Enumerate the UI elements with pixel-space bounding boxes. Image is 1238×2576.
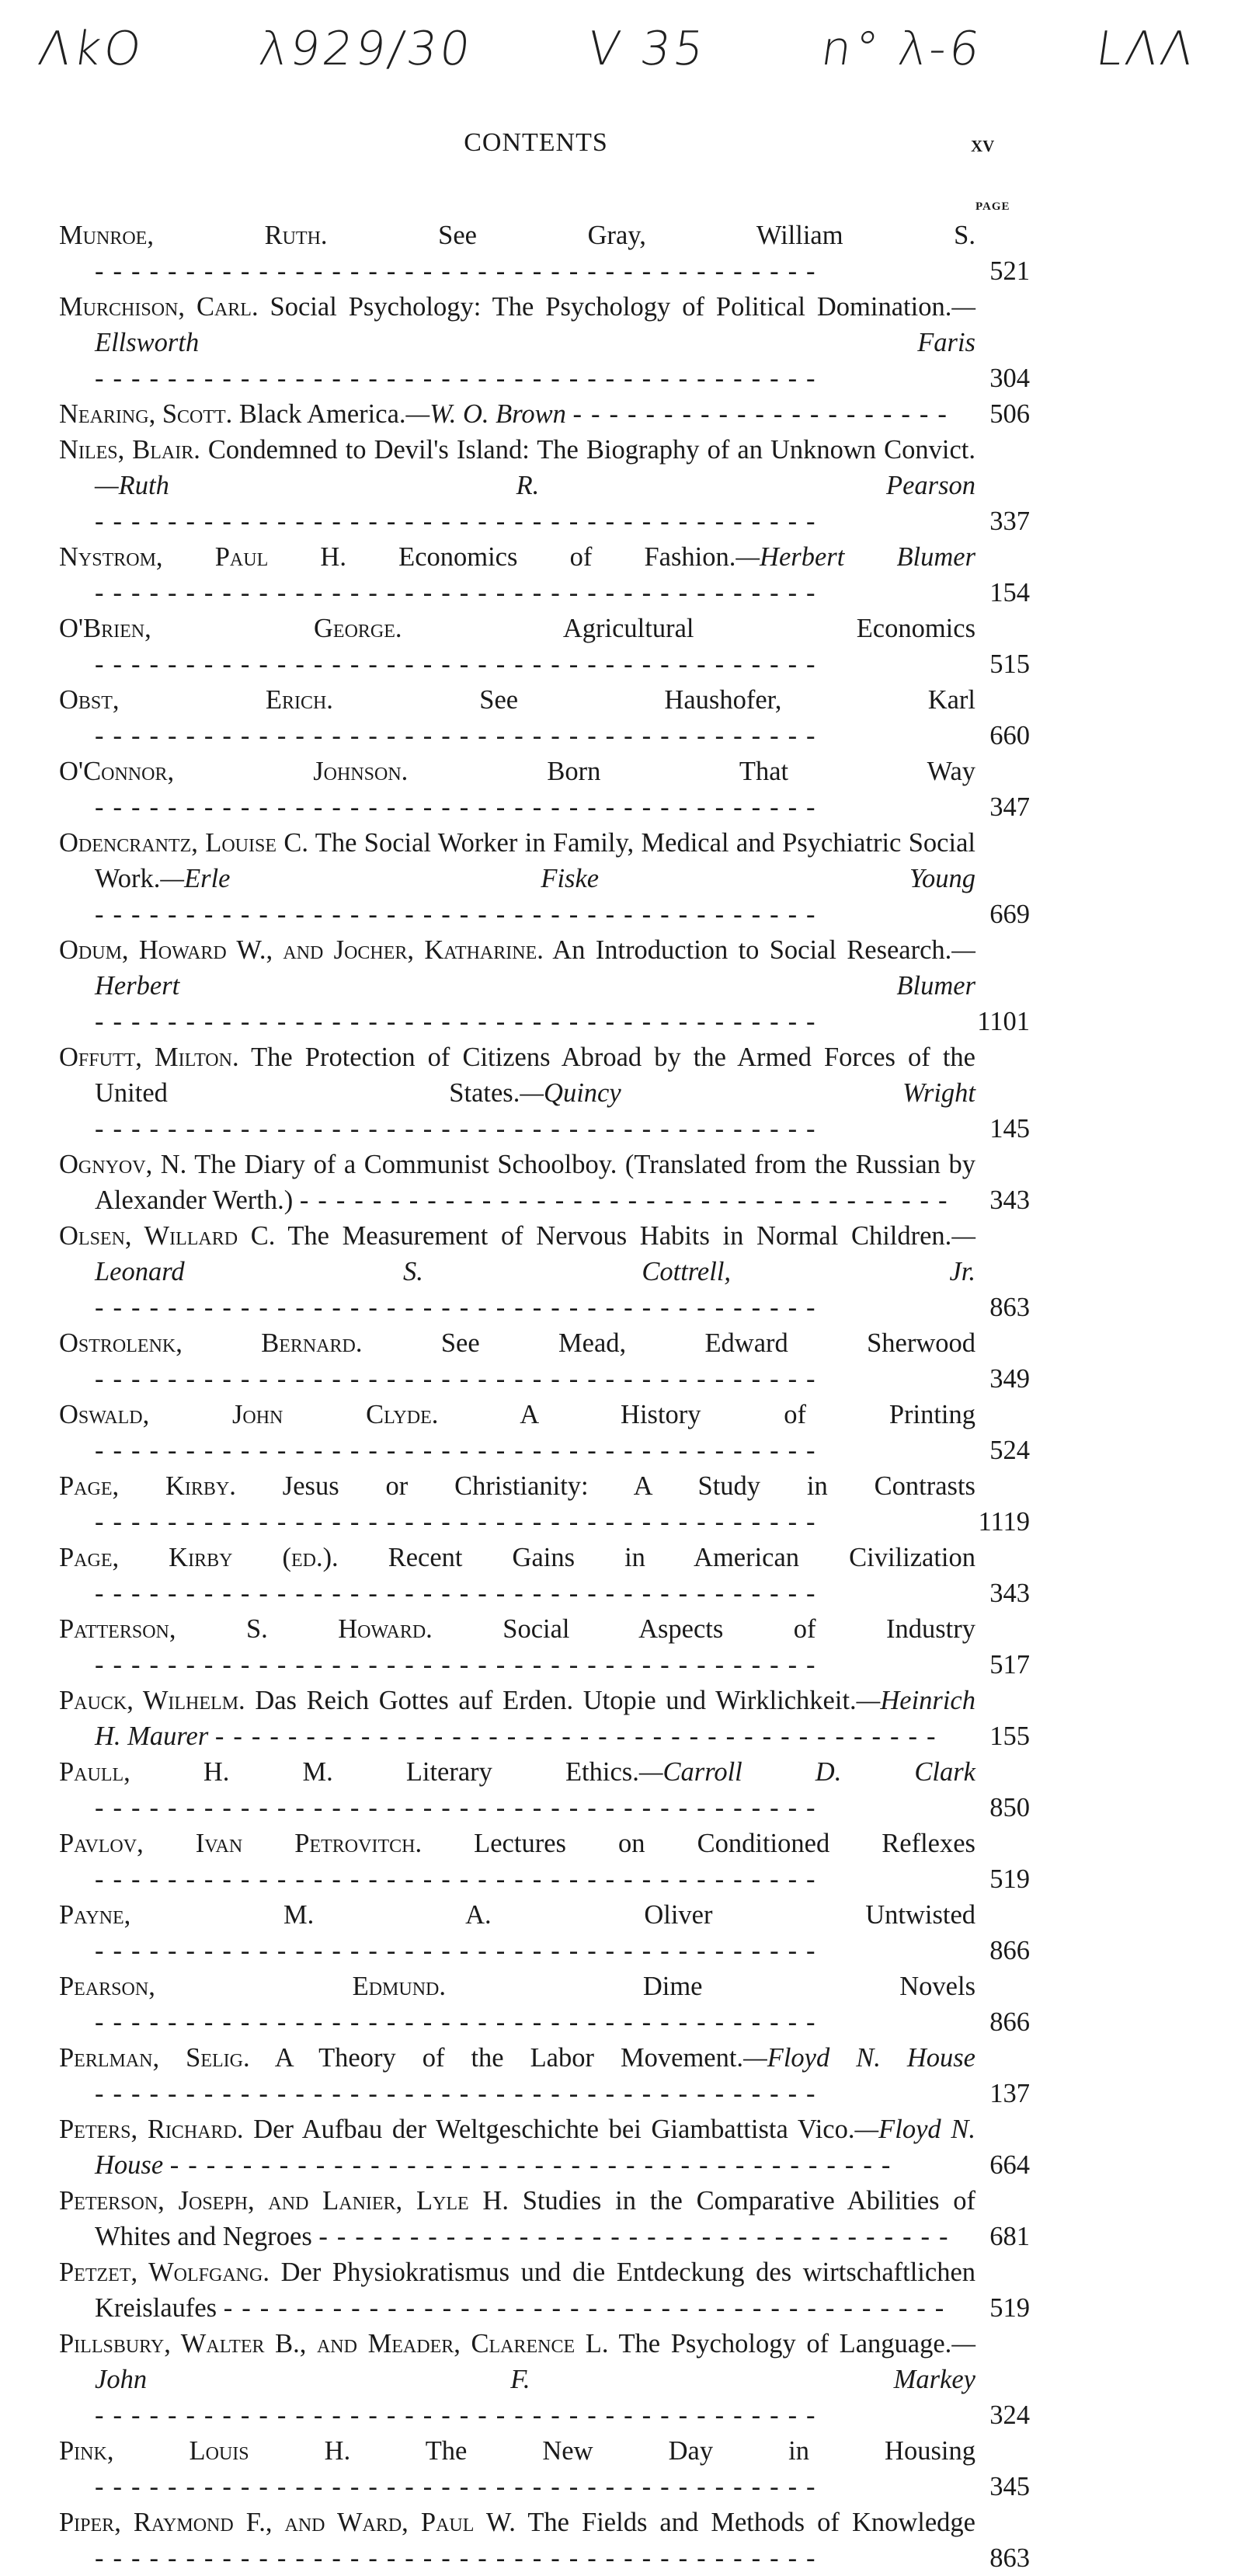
entry-title: Social Psychology: The Psychology of Political Domination. [270, 292, 952, 322]
entry-title: Jesus or Christianity: A Study in Contrasts [282, 1471, 975, 1501]
handwritten-mark: λ929/30 [255, 22, 477, 76]
entry-author: Murchison, Carl. [59, 292, 259, 322]
entry-title: Social Aspects of Industry [503, 1614, 975, 1644]
entry-author: O'Connor, Johnson. [59, 757, 409, 786]
entry-text [59, 2040, 975, 2111]
entry-title: The Psychology of Language. [618, 2329, 952, 2358]
entry-text [59, 1397, 975, 1468]
entry-reviewer: —Erle Fiske Young [160, 864, 975, 893]
entry-page-number: 863 [989, 1293, 1030, 1322]
dot-leaders: ---------------------------------------- [95, 506, 825, 536]
entry-page-number: 669 [989, 900, 1030, 929]
entry-title: The New Day in Housing [425, 2436, 975, 2466]
entry-reviewer: —Quincy Wright [520, 1078, 976, 1108]
dot-leaders: ---------------------------------------- [95, 1650, 825, 1680]
handwritten-mark: ΛkO [35, 22, 148, 76]
entry-page-number: 660 [989, 721, 1030, 750]
dot-leaders: ---------------------------------------- [95, 1507, 825, 1537]
contents-entry [59, 289, 1030, 396]
entry-text [59, 218, 975, 289]
entry-page-number: 524 [989, 1436, 1030, 1465]
running-head [0, 128, 1238, 167]
dot-leaders: ---------------------------------------- [95, 1936, 825, 1965]
dot-leaders: --------------------- [572, 399, 956, 429]
contents-entry [59, 432, 1030, 539]
entry-reviewer: —Ruth R. Pearson [95, 471, 975, 500]
contents-entry [59, 1683, 1030, 1754]
dot-leaders: ------------------------------------ [299, 1185, 957, 1215]
entry-text [59, 1468, 975, 1540]
contents-entry [59, 396, 1030, 432]
entry-text [59, 2254, 975, 2326]
entry-text [59, 2326, 975, 2433]
contents-entry [59, 1218, 1030, 1325]
entry-author: Ostrolenk, Bernard. [59, 1328, 363, 1358]
dot-leaders: ---------------------------------------- [95, 2472, 825, 2501]
contents-entry [59, 1826, 1030, 1897]
entry-reviewer: —John F. Markey [95, 2329, 975, 2394]
page-column-label: PAGE [975, 200, 1010, 213]
handwritten-mark: V 35 [583, 22, 710, 76]
contents-entry [59, 2326, 1030, 2433]
entry-author: Peterson, Joseph, and Lanier, Lyle H. [59, 2186, 509, 2216]
entry-page-number: 866 [989, 1936, 1030, 1965]
contents-entry [59, 1325, 1030, 1397]
contents-entry [59, 539, 1030, 611]
entry-text [59, 2433, 975, 2505]
contents-entry [59, 932, 1030, 1039]
contents-entry [59, 2183, 1030, 2254]
entry-title: A Theory of the Labor Movement. [274, 2043, 744, 2073]
entry-page-number: 519 [989, 1864, 1030, 1894]
entry-text [59, 1969, 975, 2040]
page-number: xv [971, 131, 995, 157]
contents-entry [59, 2111, 1030, 2183]
handwritten-mark: n° λ-6 [817, 22, 986, 76]
dot-leaders: ----------------------------------- [318, 2222, 958, 2251]
dot-leaders: ---------------------------------------- [95, 1436, 825, 1465]
dot-leaders: ---------------------------------------- [95, 578, 825, 607]
contents-entry [59, 2433, 1030, 2505]
entry-page-number: 850 [989, 1793, 1030, 1822]
entry-page-number: 519 [989, 2293, 1030, 2323]
entry-page-number: 1101 [977, 1007, 1030, 1036]
entry-reviewer: —Herbert Blumer [735, 542, 976, 572]
entry-title: A History of Printing [520, 1400, 975, 1429]
entry-text [59, 1218, 975, 1325]
entry-text [59, 825, 975, 932]
entry-author: Olsen, Willard C. [59, 1221, 276, 1251]
entry-author: Page, Kirby (ed.). [59, 1543, 339, 1572]
dot-leaders: ---------------------------------------- [95, 900, 825, 929]
dot-leaders: ---------------------------------------- [95, 2079, 825, 2108]
entry-author: Paull, H. M. [59, 1757, 333, 1787]
entry-text [59, 2111, 975, 2183]
entry-title: Economics of Fashion. [398, 542, 736, 572]
entry-author: Piper, Raymond F., and Ward, Paul W. [59, 2508, 516, 2537]
entry-page-number: 343 [989, 1579, 1030, 1608]
entry-title: The Measurement of Nervous Habits in Normal Children. [287, 1221, 952, 1251]
entry-text [59, 611, 975, 682]
entry-reviewer: —Floyd N. House [95, 2115, 975, 2180]
entry-text [59, 539, 975, 611]
dot-leaders: ---------------------------------------- [95, 792, 825, 822]
entry-author: Niles, Blair. [59, 435, 200, 465]
entry-title: Der Physiokratismus und die Entdeckung des wirtschaftlichen Kreislaufes [95, 2257, 976, 2323]
entry-author: Perlman, Selig. [59, 2043, 250, 2073]
entry-page-number: 154 [989, 578, 1030, 607]
entry-reviewer: —Herbert Blumer [95, 935, 975, 1001]
entry-title: The Diary of a Communist Schoolboy. (Translated from the Russian by Alexander Werth.) [95, 1150, 975, 1215]
entry-page-number: 337 [989, 506, 1030, 536]
dot-leaders: ---------------------------------------- [214, 1721, 945, 1751]
entry-text [59, 1826, 975, 1897]
entry-author: Odum, Howard W., and Jocher, Katharine. [59, 935, 544, 965]
entry-page-number: 345 [989, 2472, 1030, 2501]
entry-page-number: 1119 [978, 1507, 1030, 1537]
entry-title: Dime Novels [642, 1972, 976, 2001]
entry-reviewer: —Floyd N. House [743, 2043, 975, 2073]
dot-leaders: ---------------------------------------- [223, 2293, 954, 2323]
contents-entry [59, 682, 1030, 754]
entry-title: Das Reich Gottes auf Erden. Utopie und Wirklichkeit. [255, 1686, 857, 1715]
entry-title: Oliver Untwisted [644, 1900, 976, 1930]
entry-title: Black America. [238, 399, 406, 429]
entry-text [59, 289, 975, 396]
dot-leaders: ---------------------------------------- [95, 2007, 825, 2037]
entry-author: Pearson, Edmund. [59, 1972, 446, 2001]
entry-reviewer: —Ellsworth Faris [95, 292, 976, 357]
entry-title: Der Aufbau der Weltgeschichte bei Giambattista Vico. [253, 2115, 855, 2144]
contents-entry [59, 1397, 1030, 1468]
entry-author: Pillsbury, Walter B., and Meader, Clarence L. [59, 2329, 609, 2358]
entry-author: Peters, Richard. [59, 2115, 244, 2144]
contents-entry [59, 1540, 1030, 1611]
dot-leaders: ---------------------------------------- [95, 364, 825, 393]
entry-page-number: 343 [989, 1185, 1030, 1215]
entry-title: Recent Gains in American Civilization [388, 1543, 975, 1572]
contents-entry [59, 611, 1030, 682]
entry-text [59, 2505, 975, 2576]
dot-leaders: ---------------------------------------- [95, 256, 825, 286]
contents-entry [59, 2254, 1030, 2326]
entry-text [59, 432, 975, 539]
entry-title: The Fields and Methods of Knowledge [527, 2508, 975, 2537]
dot-leaders: ---------------------------------------- [95, 2400, 825, 2430]
dot-leaders: ---------------------------------------- [169, 2150, 900, 2180]
entry-author: Obst, Erich. [59, 685, 333, 715]
entry-author: Munroe, Ruth. [59, 221, 328, 250]
entry-text [59, 754, 975, 825]
entry-author: Oswald, John Clyde. [59, 1400, 439, 1429]
entry-author: Pavlov, Ivan Petrovitch. [59, 1829, 423, 1858]
contents-entry [59, 2040, 1030, 2111]
entry-author: Nystrom, Paul H. [59, 542, 346, 572]
entry-author: Nearing, Scott. [59, 399, 233, 429]
dot-leaders: ---------------------------------------- [95, 1793, 825, 1822]
entry-text [59, 1540, 975, 1611]
contents-entry [59, 1969, 1030, 2040]
entry-text [59, 1754, 975, 1826]
contents-entry [59, 754, 1030, 825]
entry-title: The Protection of Citizens Abroad by the Armed Forces of the United States. [95, 1043, 975, 1108]
contents-entry [59, 1897, 1030, 1969]
entry-title: See Haushofer, Karl [479, 685, 975, 715]
entry-title: Agricultural Economics [562, 614, 975, 643]
entry-author: Pauck, Wilhelm. [59, 1686, 245, 1715]
entry-page-number: 304 [989, 364, 1030, 393]
entry-author: O'Brien, George. [59, 614, 402, 643]
entry-page-number: 155 [989, 1721, 1030, 1751]
dot-leaders: ---------------------------------------- [95, 1114, 825, 1144]
entry-title: The Social Worker in Family, Medical and Psychiatric Social Work. [95, 828, 975, 893]
dot-leaders: ---------------------------------------- [95, 1293, 825, 1322]
entry-page-number: 145 [989, 1114, 1030, 1144]
entry-text [59, 932, 975, 1039]
dot-leaders: ---------------------------------------- [95, 721, 825, 750]
entry-title: Studies in the Comparative Abilities of Whites and Negroes [95, 2186, 975, 2251]
entry-title: Born That Way [547, 757, 976, 786]
entry-author: Offutt, Milton. [59, 1043, 239, 1072]
entry-author: Payne, M. A. [59, 1900, 492, 1930]
entry-text [59, 2183, 975, 2254]
entry-reviewer: —W. O. Brown [405, 399, 566, 429]
entry-page-number: 137 [989, 2079, 1030, 2108]
entry-page-number: 347 [989, 792, 1030, 822]
entry-text [59, 1683, 975, 1754]
entry-page-number: 349 [989, 1364, 1030, 1394]
contents-entry [59, 1039, 1030, 1147]
dot-leaders: ---------------------------------------- [95, 1364, 825, 1394]
entry-reviewer: —Leonard S. Cottrell, Jr. [95, 1221, 975, 1286]
entry-author: Page, Kirby. [59, 1471, 236, 1501]
contents-list [59, 218, 1030, 2576]
entry-title: Literary Ethics. [405, 1757, 639, 1787]
entry-title: See Mead, Edward Sherwood [440, 1328, 976, 1358]
entry-page-number: 863 [989, 2543, 1030, 2573]
entry-title: See Gray, William S. [438, 221, 975, 250]
entry-text [59, 1897, 975, 1969]
contents-entry [59, 1611, 1030, 1683]
entry-title: Condemned to Devil's Island: The Biography of an Unknown Convict. [207, 435, 975, 465]
entry-text [59, 1039, 975, 1147]
entry-text [59, 396, 975, 432]
entry-title: An Introduction to Social Research. [552, 935, 952, 965]
entry-author: Odencrantz, Louise C. [59, 828, 308, 858]
entry-page-number: 681 [989, 2222, 1030, 2251]
entry-page-number: 324 [989, 2400, 1030, 2430]
dot-leaders: ---------------------------------------- [95, 2543, 825, 2573]
dot-leaders: ---------------------------------------- [95, 1864, 825, 1894]
contents-entry [59, 218, 1030, 289]
entry-text [59, 1147, 975, 1218]
entry-reviewer: —Heinrich H. Maurer [95, 1686, 975, 1751]
dot-leaders: ---------------------------------------- [95, 1007, 825, 1036]
contents-entry [59, 825, 1030, 932]
entry-page-number: 515 [989, 649, 1030, 679]
dot-leaders: ---------------------------------------- [95, 1579, 825, 1608]
entry-text [59, 1325, 975, 1397]
handwritten-mark: LΛΛ [1093, 22, 1200, 76]
entry-page-number: 866 [989, 2007, 1030, 2037]
entry-author: Pink, Louis H. [59, 2436, 351, 2466]
entry-title: Lectures on Conditioned Reflexes [474, 1829, 975, 1858]
entry-reviewer: —Carroll D. Clark [638, 1757, 975, 1787]
contents-entry [59, 2505, 1030, 2576]
entry-author: Patterson, S. Howard. [59, 1614, 433, 1644]
entry-text [59, 1611, 975, 1683]
entry-author: Ognyov, N. [59, 1150, 187, 1179]
contents-entry [59, 1754, 1030, 1826]
entry-author: Petzet, Wolfgang. [59, 2257, 270, 2287]
contents-entry [59, 1147, 1030, 1218]
entry-page-number: 521 [989, 256, 1030, 286]
handwritten-annotation [35, 22, 1200, 76]
contents-entry [59, 1468, 1030, 1540]
page-title: CONTENTS [464, 128, 608, 157]
entry-page-number: 506 [989, 399, 1030, 429]
entry-page-number: 664 [989, 2150, 1030, 2180]
entry-text [59, 682, 975, 754]
dot-leaders: ---------------------------------------- [95, 649, 825, 679]
entry-page-number: 517 [989, 1650, 1030, 1680]
